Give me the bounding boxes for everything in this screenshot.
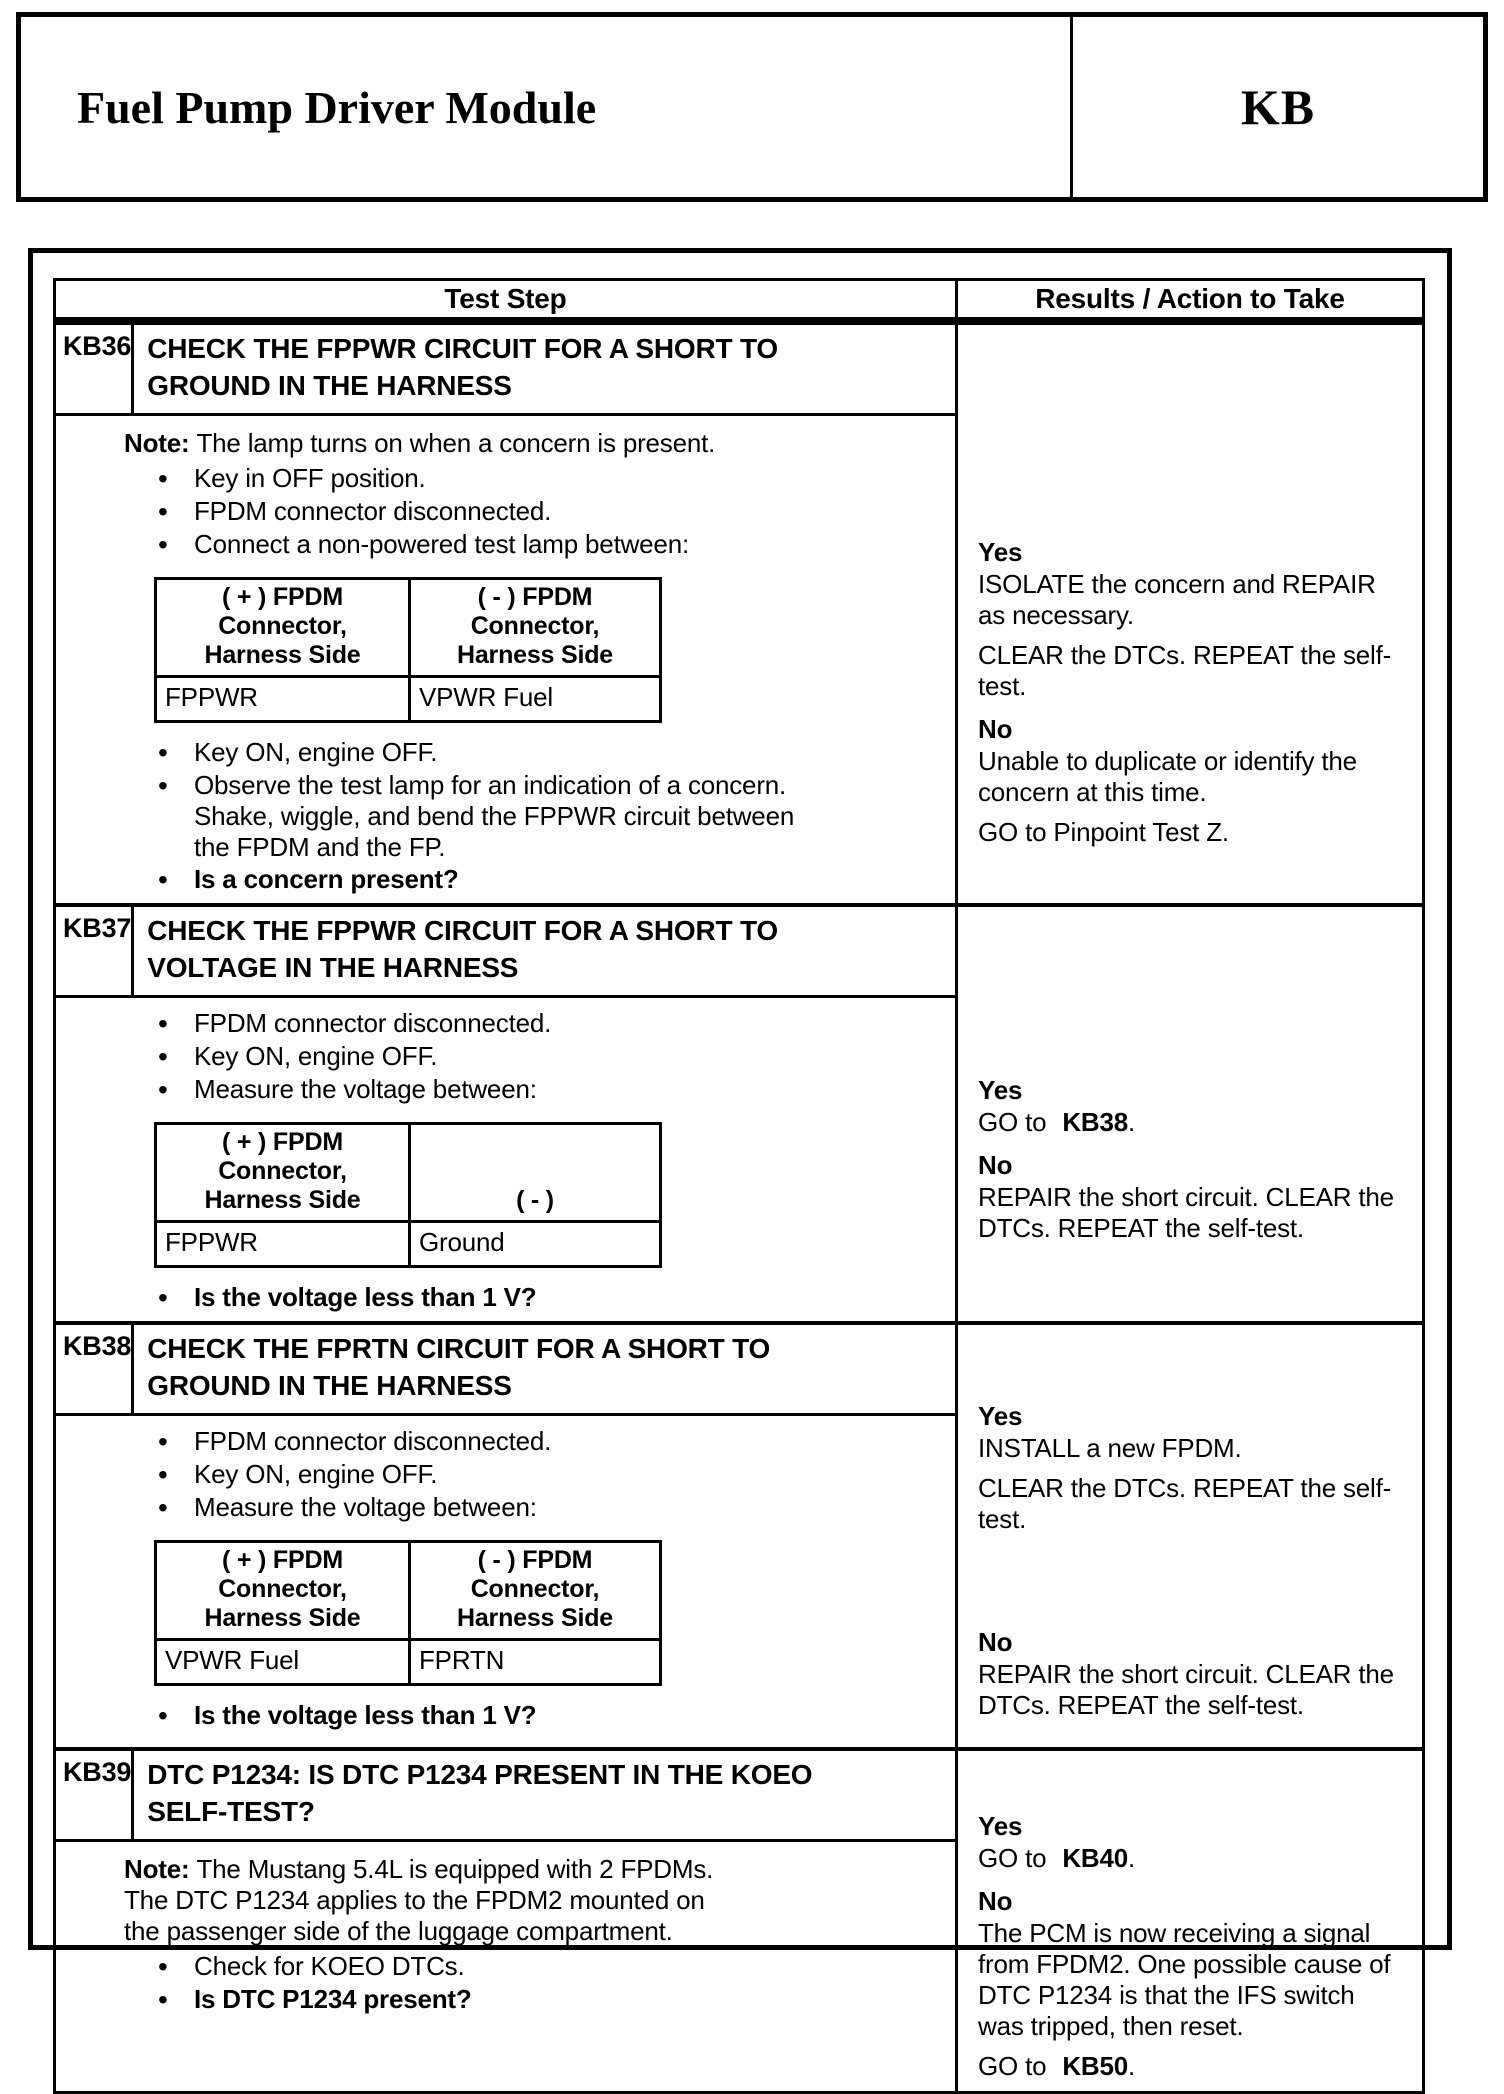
note-text: The Mustang 5.4L is equipped with 2 FPDMs. The DTC P1234 applies to the FPDM2 mounted on the passenger side of the luggage compartment.: [124, 1854, 714, 1946]
test-step-row-kb37: [56, 903, 1422, 1321]
step-question: • Is a concern present?: [124, 864, 945, 896]
kb36-connector-table: [154, 577, 662, 723]
step-id: KB36: [56, 325, 134, 413]
result-line: Unable to duplicate or identify the concern at this time.: [978, 746, 1357, 807]
kb37-test-step-cell: [56, 907, 958, 1321]
step-question: • Is the voltage less than 1 V?: [124, 1282, 945, 1314]
bullet-icon: [124, 496, 194, 528]
kb37-connector-table: [154, 1122, 662, 1268]
step-question: • Is the voltage less than 1 V?: [124, 1700, 945, 1732]
bullet-icon: [124, 1282, 194, 1314]
kb37-title-bar: [56, 907, 955, 998]
table-header-row: [56, 281, 1422, 321]
result-no-label: No: [978, 1627, 1013, 1657]
kb38-procedure: [56, 1416, 955, 1739]
result-line: INSTALL a new FPDM.: [978, 1433, 1242, 1463]
document-header: [16, 12, 1488, 202]
connector-table-value-cell: FPPWR: [165, 682, 258, 712]
pinpoint-test-table: [53, 278, 1425, 2094]
bullet-icon: [124, 1700, 194, 1732]
kb39-results-cell: [958, 1751, 1422, 2091]
connector-table-value-cell: Ground: [408, 1223, 659, 1265]
test-step-column-header: Test Step: [56, 281, 958, 317]
list-item: • Measure the voltage between:: [124, 1074, 945, 1106]
go-target-ref: KB40: [1062, 1843, 1129, 1873]
result-line: CLEAR the DTCs. REPEAT the self-test.: [978, 640, 1392, 701]
connector-table-header-row: [157, 580, 659, 678]
test-step-row-kb38: [56, 1321, 1422, 1747]
bullet-icon: [124, 1426, 194, 1458]
connector-table-header-row: [157, 1543, 659, 1641]
list-item: • Connect a non-powered test lamp between:: [124, 529, 945, 561]
list-item: • Measure the voltage between:: [124, 1492, 945, 1524]
document-header-right-cell: [1073, 17, 1483, 197]
kb37-procedure: [56, 998, 955, 1321]
kb38-title-bar: [56, 1325, 955, 1416]
kb36-title-bar: [56, 325, 955, 416]
go-target-ref: KB50: [1062, 2051, 1129, 2081]
connector-table-header-cell: ( + ) FPDM Connector, Harness Side: [204, 1128, 361, 1214]
result-line: REPAIR the short circuit. CLEAR the DTCs. REPEAT the self-test.: [978, 1182, 1394, 1243]
pinpoint-test-outer-box: [28, 248, 1452, 2081]
step-id: KB38: [56, 1325, 134, 1413]
result-go-line: GO to KB38.: [978, 1107, 1136, 1137]
list-item: • Key ON, engine OFF.: [124, 737, 945, 769]
connector-table-header-cell: ( - ) FPDM Connector, Harness Side: [408, 580, 659, 675]
results-column-header: Results / Action to Take: [1035, 283, 1345, 314]
connector-table-value-cell: FPRTN: [408, 1641, 659, 1683]
page-title: Fuel Pump Driver Module: [77, 81, 597, 133]
kb39-title-bar: [56, 1751, 955, 1842]
result-yes-label: Yes: [978, 1401, 1023, 1431]
list-item: • FPDM connector disconnected.: [124, 496, 945, 528]
connector-table-header-cell: ( - ) FPDM Connector, Harness Side: [408, 1543, 659, 1638]
bullet-icon: [124, 1951, 194, 1983]
note: [124, 1854, 744, 1947]
test-step-row-kb36: [56, 321, 1422, 903]
result-line: CLEAR the DTCs. REPEAT the self-test.: [978, 1473, 1392, 1534]
kb38-test-step-cell: [56, 1325, 958, 1747]
list-item: • FPDM connector disconnected.: [124, 1008, 945, 1040]
result-line: GO to Pinpoint Test Z.: [978, 817, 1229, 847]
bullet-icon: [124, 529, 194, 561]
kb36-procedure: [56, 416, 955, 903]
connector-table-value-cell: VPWR Fuel: [165, 1645, 300, 1675]
result-line: The PCM is now receiving a signal from FPDM2. One possible cause of DTC P1234 is that the IFS switch was tripped, then reset.: [978, 1918, 1391, 2041]
step-title: CHECK THE FPPWR CIRCUIT FOR A SHORT TO VOLTAGE IN THE HARNESS: [147, 915, 778, 983]
step-question: • Is DTC P1234 present?: [124, 1984, 945, 2016]
step-id: KB39: [56, 1751, 134, 1839]
bullet-icon: [124, 770, 194, 863]
bullet-icon: [124, 1074, 194, 1106]
bullet-icon: [124, 1008, 194, 1040]
document-header-left-cell: [21, 17, 1073, 197]
result-no-group: [978, 1627, 1408, 1721]
connector-table-header-cell: ( + ) FPDM Connector, Harness Side: [204, 583, 361, 669]
connector-table-header-row: [157, 1125, 659, 1223]
kb38-results-cell: [958, 1325, 1422, 1747]
step-title: CHECK THE FPRTN CIRCUIT FOR A SHORT TO GROUND IN THE HARNESS: [147, 1333, 771, 1401]
step-id: KB37: [56, 907, 134, 995]
result-no-label: No: [978, 1150, 1013, 1180]
kb37-results-cell: [958, 907, 1422, 1321]
note-text: The lamp turns on when a concern is present.: [196, 428, 716, 458]
connector-table-header-cell: ( - ): [408, 1125, 659, 1220]
bullet-icon: [124, 1492, 194, 1524]
connector-table-value-cell: FPPWR: [165, 1227, 258, 1257]
step-title: DTC P1234: IS DTC P1234 PRESENT IN THE KOEO SELF-TEST?: [147, 1759, 813, 1827]
note-label: Note:: [124, 1854, 197, 1884]
kb38-connector-table: [154, 1540, 662, 1686]
connector-table-header-cell: ( + ) FPDM Connector, Harness Side: [204, 1546, 361, 1632]
bullet-icon: [124, 463, 194, 495]
go-target-ref: KB38: [1062, 1107, 1129, 1137]
test-step-row-kb39: [56, 1747, 1422, 2091]
connector-table-value-row: [157, 678, 659, 720]
result-yes-label: Yes: [978, 537, 1023, 567]
result-yes-label: Yes: [978, 1811, 1023, 1841]
list-item: • Key ON, engine OFF.: [124, 1041, 945, 1073]
list-item: • Check for KOEO DTCs.: [124, 1951, 945, 1983]
result-go-line: GO to KB40.: [978, 1843, 1136, 1873]
step-title: CHECK THE FPPWR CIRCUIT FOR A SHORT TO GROUND IN THE HARNESS: [147, 333, 778, 401]
bullet-icon: [124, 1459, 194, 1491]
kb39-test-step-cell: [56, 1751, 958, 2091]
connector-table-value-cell: VPWR Fuel: [408, 678, 659, 720]
result-no-label: No: [978, 714, 1013, 744]
kb36-test-step-cell: [56, 325, 958, 903]
list-item: • Key in OFF position.: [124, 463, 945, 495]
note-label: Note:: [124, 428, 197, 458]
pinpoint-test-code: KB: [1240, 79, 1316, 135]
result-yes-label: Yes: [978, 1075, 1023, 1105]
kb39-procedure: [56, 1842, 955, 2023]
bullet-icon: [124, 1041, 194, 1073]
result-line: REPAIR the short circuit. CLEAR the DTCs. REPEAT the self-test.: [978, 1659, 1394, 1720]
result-no-label: No: [978, 1886, 1013, 1916]
result-line: ISOLATE the concern and REPAIR as necessary.: [978, 569, 1376, 630]
list-item: • FPDM connector disconnected.: [124, 1426, 945, 1458]
bullet-icon: [124, 1984, 194, 2016]
bullet-icon: [124, 737, 194, 769]
connector-table-value-row: [157, 1223, 659, 1265]
note: [124, 428, 744, 459]
kb36-results-cell: [958, 325, 1422, 903]
connector-table-value-row: [157, 1641, 659, 1683]
list-item: • Observe the test lamp for an indication of a concern. Shake, wiggle, and bend the FPPWR circuit between the FPDM and the FP.: [124, 770, 945, 863]
result-go-line: GO to KB50.: [978, 2051, 1136, 2081]
list-item: • Key ON, engine OFF.: [124, 1459, 945, 1491]
bullet-icon: [124, 864, 194, 896]
